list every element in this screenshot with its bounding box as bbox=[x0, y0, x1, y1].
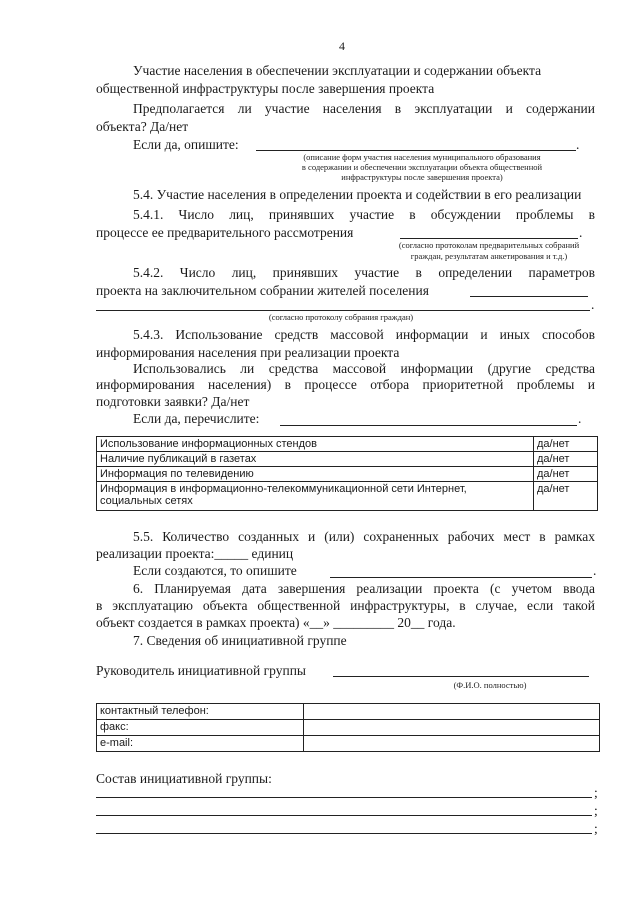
note-describe-1: (описание форм участия населения муниципального образования bbox=[303, 152, 541, 162]
contact-label: факс: bbox=[97, 720, 304, 736]
contact-email-value[interactable] bbox=[304, 736, 600, 752]
leader-label: Руководитель инициативной группы bbox=[96, 663, 306, 678]
section-6-line3: объект создается в рамках проекта) «__» _________ 20__ года. bbox=[96, 615, 456, 630]
section-6-line2: в эксплуатацию объекта общественной инфраструктуры, в случае, если такой bbox=[96, 598, 595, 613]
section-7: 7. Сведения об инициативной группе bbox=[133, 633, 347, 648]
group-label: Состав инициативной группы: bbox=[96, 771, 272, 786]
para-question-2: объекта? Да/нет bbox=[96, 119, 189, 134]
page-number: 4 bbox=[339, 39, 345, 53]
media-table bbox=[96, 436, 598, 511]
media-value-cell[interactable]: да/нет bbox=[534, 467, 598, 482]
created-blank-line[interactable] bbox=[330, 577, 592, 578]
describe-blank-line[interactable] bbox=[256, 150, 576, 151]
table-row bbox=[97, 452, 598, 467]
table-row bbox=[97, 437, 598, 452]
table-row bbox=[97, 720, 600, 736]
table-row bbox=[97, 704, 600, 720]
group-semicolon-1: ; bbox=[594, 785, 598, 800]
media-value-cell[interactable]: да/нет bbox=[534, 437, 598, 452]
section-5-4-2-line1: 5.4.2. Число лиц, принявших участие в определении параметров bbox=[133, 265, 595, 280]
if-created-label: Если создаются, то опишите bbox=[133, 563, 297, 578]
section-5-5-line2: реализации проекта:_____ единиц bbox=[96, 546, 294, 561]
media-question-line2: информирования населения) в процессе отбора приоритетной проблемы и bbox=[96, 377, 595, 392]
media-item-cell: Использование информационных стендов bbox=[97, 437, 534, 452]
section-5-4: 5.4. Участие населения в определении проекта и содействии в его реализации bbox=[133, 187, 582, 202]
list-blank-line[interactable] bbox=[280, 425, 577, 426]
describe-period: . bbox=[576, 137, 580, 152]
note-protocols-2: граждан, результатам анкетирования и т.д.) bbox=[410, 251, 568, 261]
note-describe-2: в содержании и обеспечении эксплуатации объекта общественной bbox=[301, 162, 543, 172]
section-5-5-line1: 5.5. Количество созданных и (или) сохраненных рабочих мест в рамках bbox=[133, 529, 595, 544]
section-5-4-3-line2: информирования населения при реализации проекта bbox=[96, 345, 400, 360]
contact-table bbox=[96, 703, 600, 752]
para-participation-1: Участие населения в обеспечении эксплуатации и содержании объекта bbox=[133, 63, 542, 78]
participants-final-blank-1[interactable] bbox=[470, 296, 588, 297]
participants-final-blank-2[interactable] bbox=[96, 310, 590, 311]
media-item-cell: Информация в информационно-телекоммуникационной сети Интернет, социальных сетях bbox=[97, 482, 534, 511]
contact-phone-value[interactable] bbox=[304, 704, 600, 720]
created-period: . bbox=[593, 563, 597, 578]
group-member-line-2[interactable] bbox=[96, 815, 592, 816]
section-5-4-1-line2: процессе ее предварительного рассмотрения bbox=[96, 225, 354, 240]
note-describe-3: инфраструктуры после завершения проекта) bbox=[341, 172, 503, 182]
leader-name-line[interactable] bbox=[333, 676, 589, 677]
group-member-line-3[interactable] bbox=[96, 833, 592, 834]
contact-label: e-mail: bbox=[97, 736, 304, 752]
discussion-period: . bbox=[579, 225, 583, 240]
participants-discussion-blank[interactable] bbox=[400, 238, 578, 239]
fio-note: (Ф.И.О. полностью) bbox=[453, 680, 527, 690]
para-participation-2: общественной инфраструктуры после завершения проекта bbox=[96, 81, 435, 96]
section-6-line1: 6. Планируемая дата завершения реализации проекта (с учетом ввода bbox=[133, 581, 595, 596]
note-citizens-meeting: (согласно протоколу собрания граждан) bbox=[268, 312, 414, 322]
group-semicolon-2: ; bbox=[594, 803, 598, 818]
section-5-4-3-line1: 5.4.3. Использование средств массовой информации и иных способов bbox=[133, 327, 595, 342]
contact-label: контактный телефон: bbox=[97, 704, 304, 720]
para-question-1: Предполагается ли участие населения в эксплуатации и содержании bbox=[133, 101, 595, 116]
media-question-line3: подготовки заявки? Да/нет bbox=[96, 394, 250, 409]
group-semicolon-3: ; bbox=[594, 821, 598, 836]
group-member-line-1[interactable] bbox=[96, 797, 592, 798]
final-period: . bbox=[591, 297, 595, 312]
table-row bbox=[97, 482, 598, 511]
section-5-4-2-line2: проекта на заключительном собрании жителей поселения bbox=[96, 283, 429, 298]
media-item-cell: Информация по телевидению bbox=[97, 467, 534, 482]
table-row bbox=[97, 467, 598, 482]
list-period: . bbox=[578, 411, 582, 426]
media-item-cell: Наличие публикаций в газетах bbox=[97, 452, 534, 467]
media-question-line1: Использовались ли средства массовой информации (другие средства bbox=[133, 361, 595, 376]
if-yes-describe-label: Если да, опишите: bbox=[133, 137, 239, 152]
section-5-4-1-line1: 5.4.1. Число лиц, принявших участие в обсуждении проблемы в bbox=[133, 207, 595, 222]
if-yes-list-label: Если да, перечислите: bbox=[133, 411, 260, 426]
media-value-cell[interactable]: да/нет bbox=[534, 452, 598, 467]
media-value-cell[interactable]: да/нет bbox=[534, 482, 598, 511]
table-row bbox=[97, 736, 600, 752]
note-protocols-1: (согласно протоколам предварительных собраний bbox=[398, 240, 580, 250]
contact-fax-value[interactable] bbox=[304, 720, 600, 736]
